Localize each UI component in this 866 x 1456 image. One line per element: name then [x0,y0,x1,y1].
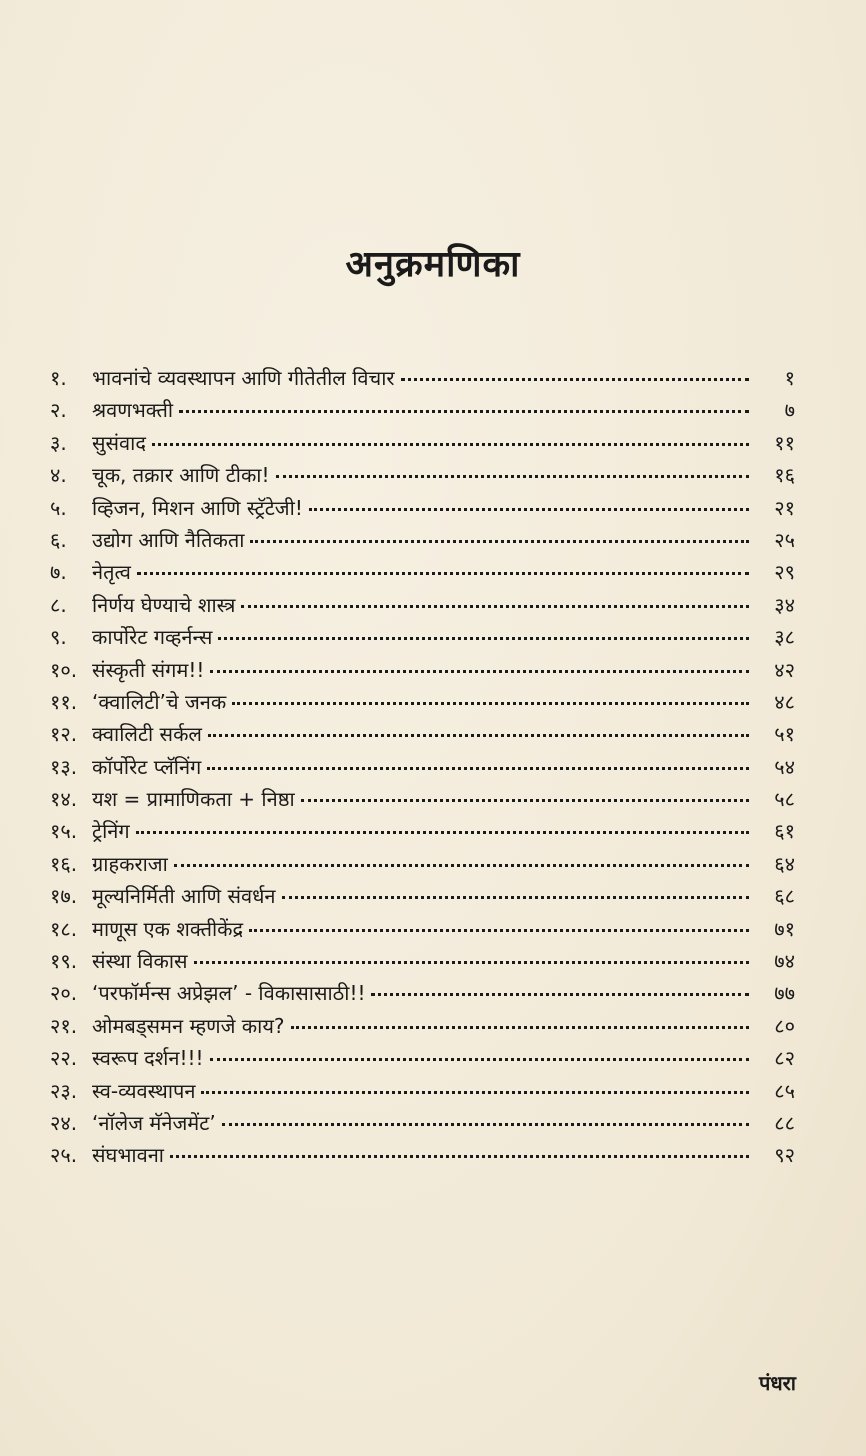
dot-leader [301,799,749,802]
entry-number: १. [50,366,67,390]
entry-title: संस्था विकास [92,949,188,974]
entry-title: उद्योग आणि नैतिकता [92,527,245,552]
entry-page: ५४ [774,754,795,779]
entry-number: ३. [50,430,67,455]
dot-leader [241,605,749,608]
entry-page: ८२ [774,1046,795,1071]
dot-leader [207,767,749,770]
entry-number: २५. [50,1143,78,1168]
dot-leader [276,475,749,478]
entry-number: २. [50,398,67,423]
toc-entry [50,1042,795,1074]
dot-leader [249,929,749,932]
toc-entry [50,880,795,912]
entry-page: ११ [774,430,795,455]
toc-entry [50,1107,795,1139]
toc-entry [50,427,795,459]
entry-page: ७१ [774,916,795,941]
entry-page: ९२ [774,1143,795,1168]
entry-number: २४. [50,1110,78,1135]
entry-number: १०. [50,657,78,682]
entry-page: ८५ [774,1078,795,1103]
dot-leader [232,702,749,705]
entry-number: ६. [50,527,67,552]
entry-number: ८. [50,592,67,617]
entry-title: नेतृत्व [92,560,131,585]
entry-page: २९ [774,560,795,585]
toc-entry [50,492,795,524]
toc-entry [50,1139,795,1171]
dot-leader [250,540,749,543]
entry-page: २५ [774,527,795,552]
toc-entry [50,654,795,686]
dot-leader [210,1058,749,1061]
toc-entry [50,783,795,815]
dot-leader [152,443,749,446]
toc-entry [50,686,795,718]
dot-leader [210,670,749,673]
entry-number: १९. [50,949,78,974]
toc-entry [50,718,795,750]
entry-page: ८८ [774,1110,795,1135]
entry-page: १६ [774,463,795,488]
entry-title: ‘परफॉर्मन्स अप्रेझल’ - विकासासाठी!! [92,981,366,1006]
entry-number: १८. [50,916,78,941]
toc-entry [50,815,795,847]
toc-entry [50,362,795,394]
toc-entry [50,394,795,426]
entry-number: १३. [50,754,78,779]
toc-entry [50,1075,795,1107]
entry-title: सुसंवाद [92,430,146,455]
entry-page: ५१ [774,722,795,747]
entry-number: १५. [50,819,78,844]
entry-title: निर्णय घेण्याचे शास्त्र [92,592,236,617]
entry-page: ६८ [774,884,795,909]
dot-leader [309,508,749,511]
dot-leader [201,1091,749,1094]
toc-entry [50,945,795,977]
entry-title: ‘क्वालिटी’चे जनक [92,689,227,714]
page-number-footer: पंधरा [758,1371,796,1395]
entry-title: मूल्यनिर्मिती आणि संवर्धन [92,884,276,909]
toc-entry [50,913,795,945]
entry-page: ८० [774,1013,795,1038]
entry-number: २३. [50,1078,78,1103]
entry-number: २०. [50,981,78,1006]
entry-title: ट्रेनिंग [92,819,130,844]
entry-title: संघभावना [92,1143,164,1168]
entry-number: ९. [50,625,67,650]
entry-title: यश = प्रामाणिकता + निष्ठा [92,787,295,812]
entry-page: २१ [774,495,795,520]
entry-title: स्व-व्यवस्थापन [92,1078,196,1103]
entry-number: ११. [50,689,78,714]
dot-leader [179,410,749,413]
entry-title: श्रवणभक्ती [92,398,174,423]
dot-leader [170,1155,749,1158]
entry-title: भावनांचे व्यवस्थापन आणि गीतेतील विचार [92,366,395,390]
entry-number: ७. [50,560,67,585]
toc-entry [50,556,795,588]
entry-page: ६४ [774,851,795,876]
toc-entry [50,589,795,621]
entry-title: स्वरूप दर्शन!!! [92,1046,204,1071]
dot-leader [174,864,749,867]
dot-leader [137,572,749,575]
toc-entry [50,524,795,556]
entry-number: २२. [50,1046,78,1071]
entry-title: कॉर्पोरेट प्लॅनिंग [92,754,202,779]
table-of-contents [50,362,795,1172]
entry-page: ५८ [774,787,795,812]
toc-entry [50,977,795,1009]
toc-entry [50,1010,795,1042]
dot-leader [218,637,749,640]
entry-page: ४८ [774,689,795,714]
entry-page: ७७ [774,981,795,1006]
entry-number: १४. [50,787,78,812]
dot-leader [401,378,749,381]
toc-entry [50,751,795,783]
entry-number: ५. [50,495,67,520]
dot-leader [371,993,749,996]
page-title: अनुक्रमणिका [345,244,521,285]
entry-page: १ [784,366,795,390]
entry-page: ३४ [774,592,795,617]
dot-leader [222,1123,749,1126]
toc-entry [50,459,795,491]
entry-title: ग्राहकराजा [92,851,168,876]
entry-number: २१. [50,1013,78,1038]
entry-page: ४२ [774,657,795,682]
dot-leader [291,1026,749,1029]
entry-title: ओमबड्समन म्हणजे काय? [92,1013,285,1038]
toc-entry [50,848,795,880]
entry-number: ४. [50,463,67,488]
entry-number: १७. [50,884,78,909]
entry-title: चूक, तक्रार आणि टीका! [92,463,270,488]
dot-leader [282,896,749,899]
entry-title: कार्पोरेट गव्हर्नन्स [92,625,213,650]
entry-title: क्वालिटी सर्कल [92,722,202,747]
dot-leader [136,831,749,834]
entry-title: ‘नॉलेज मॅनेजमेंट’ [92,1110,216,1135]
entry-number: १६. [50,851,78,876]
entry-title: संस्कृती संगम!! [92,657,205,682]
toc-entry [50,621,795,653]
entry-page: ७४ [774,949,795,974]
dot-leader [208,734,749,737]
entry-number: १२. [50,722,78,747]
entry-page: ७ [784,398,795,423]
entry-page: ३८ [774,625,795,650]
entry-page: ६१ [774,819,795,844]
entry-title: व्हिजन, मिशन आणि स्ट्रॅटेजी! [92,495,303,520]
entry-title: माणूस एक शक्तीकेंद्र [92,916,244,941]
dot-leader [194,961,749,964]
